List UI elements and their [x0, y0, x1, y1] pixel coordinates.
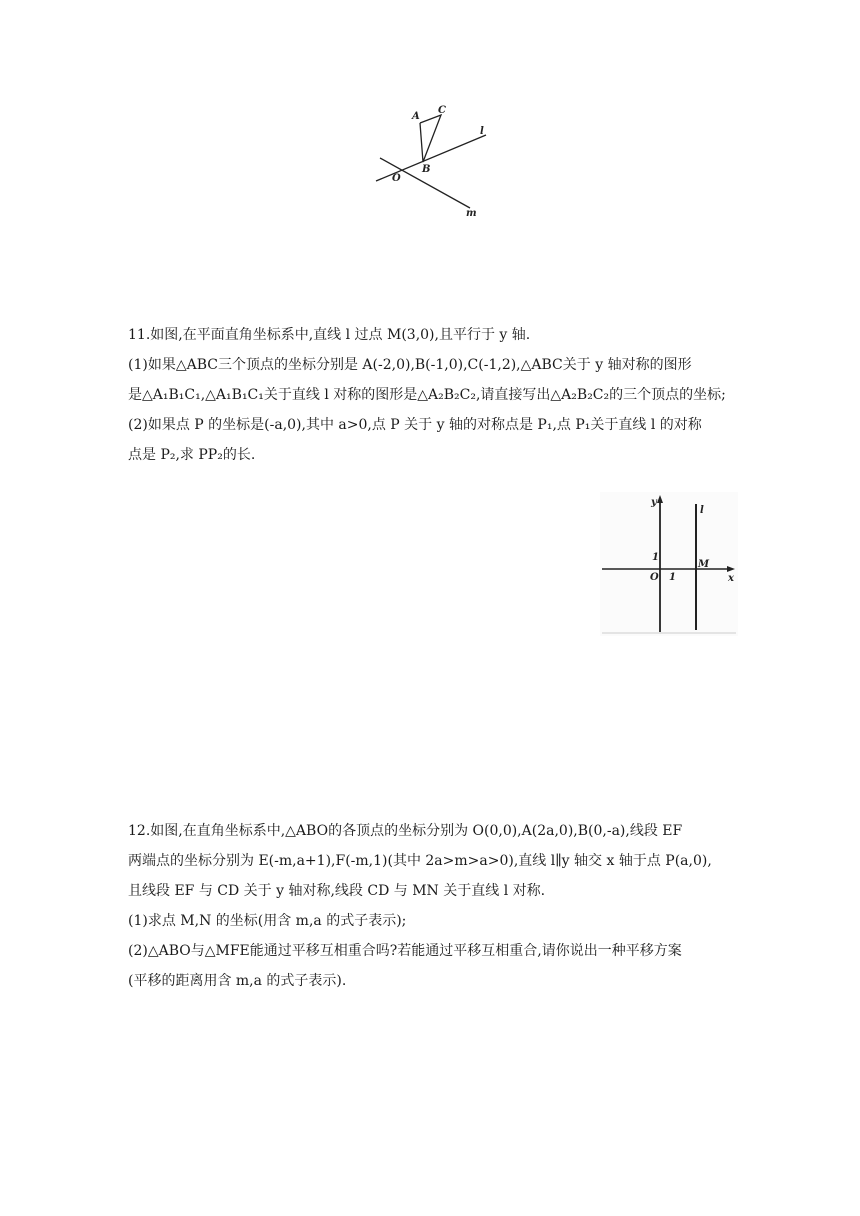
problem-11-line-4: (2)如果点 P 的坐标是(-a,0),其中 a>0,点 P 关于 y 轴的对称点是 P₁,点 P₁关于直线 l 的对称 [128, 417, 702, 433]
label-l: l [480, 126, 484, 137]
problem-12-line-3: 且线段 EF 与 CD 关于 y 轴对称,线段 CD 与 MN 关于直线 l 对称. [128, 883, 546, 899]
problem-11-line-5: 点是 P₂,求 PP₂的长. [128, 447, 256, 463]
problem-11-line-2: (1)如果△ABC三个顶点的坐标分别是 A(-2,0),B(-1,0),C(-1,2),△ABC关于 y 轴对称的图形 [128, 357, 692, 373]
figure-coordinate-axes [600, 492, 738, 636]
problem-12-line-2: 两端点的坐标分别为 E(-m,a+1),F(-m,1)(其中 2a>m>a>0),直线 l∥y 轴交 x 轴于点 P(a,0), [128, 853, 712, 869]
label-x: x [728, 573, 734, 584]
problem-12-line-1: 12.如图,在直角坐标系中,△ABO的各顶点的坐标分别为 O(0,0),A(2a,0),B(0,-a),线段 EF [128, 823, 683, 839]
problem-11-line-3: 是△A₁B₁C₁,△A₁B₁C₁关于直线 l 对称的图形是△A₂B₂C₂,请直接写出△A₂B₂C₂的三个顶点的坐标; [128, 387, 726, 403]
label-y: y [651, 497, 657, 508]
label-o: O [392, 173, 401, 184]
problem-12-line-5: (2)△ABO与△MFE能通过平移互相重合吗?若能通过平移互相重合,请你说出一种平移方案 [128, 943, 682, 959]
label-1-x: 1 [669, 572, 676, 583]
label-l: l [700, 505, 704, 516]
figure-lines-triangle [368, 98, 498, 228]
problem-12-line-4: (1)求点 M,N 的坐标(用含 m,a 的式子表示); [128, 913, 407, 929]
label-b: B [422, 164, 431, 175]
label-c: C [438, 105, 446, 116]
label-o: O [650, 572, 659, 583]
label-m: M [698, 559, 710, 570]
problem-12 [128, 816, 738, 996]
problem-12-line-6: (平移的距离用含 m,a 的式子表示). [128, 973, 347, 989]
problem-11 [128, 320, 738, 470]
problem-11-line-1: 11.如图,在平面直角坐标系中,直线 l 过点 M(3,0),且平行于 y 轴. [128, 327, 531, 343]
label-a: A [412, 111, 420, 122]
label-1-y: 1 [652, 552, 659, 563]
label-m: m [466, 208, 477, 219]
